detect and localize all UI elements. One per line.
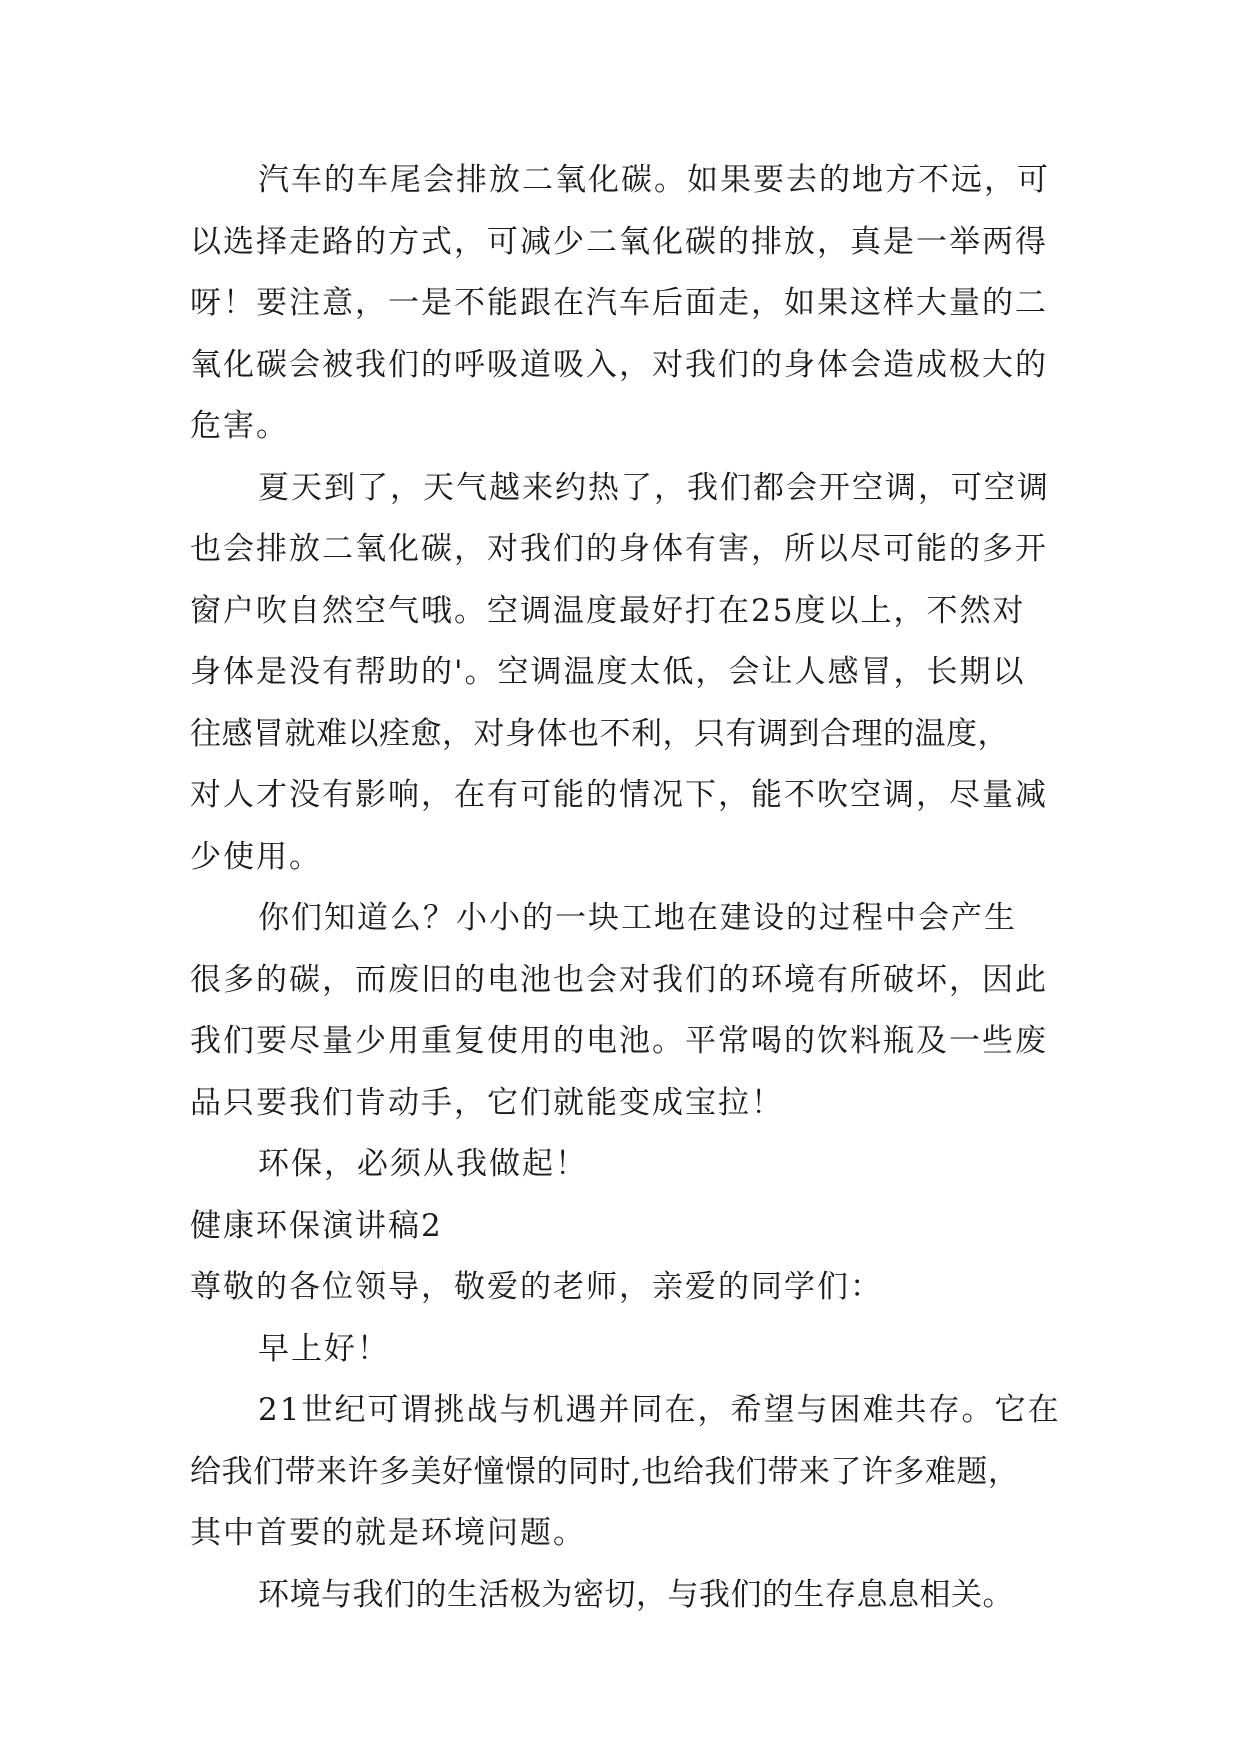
- body-line: 也会排放二氧化碳，对我们的身体有害，所以尽可能的多开: [190, 531, 1048, 567]
- body-line: 品只要我们肯动手，它们就能变成宝拉！: [190, 1084, 784, 1121]
- body-line: 对人才没有影响，在有可能的情况下，能不吹空调，尽量减: [190, 777, 1048, 813]
- body-line: 窗户吹自然空气哦。空调温度最好打在25度以上，不然对: [190, 592, 1026, 629]
- body-line: 你们知道么？小小的一块工地在建设的过程中会产生: [258, 900, 1017, 936]
- body-line: 夏天到了，天气越来约热了，我们都会开空调，可空调: [258, 469, 1050, 506]
- body-line: 环境与我们的生活极为密切，与我们的生存息息相关。: [258, 1576, 1014, 1613]
- body-line: 很多的碳，而废旧的电池也会对我们的环境有所破坏，因此: [190, 961, 1048, 998]
- body-line: 以选择走路的方式，可减少二氧化碳的排放，真是一举两得: [190, 223, 1048, 260]
- body-line: 身体是没有帮助的'。空调温度太低，会让人感冒，长期以: [190, 654, 1026, 690]
- body-line: 环保，必须从我做起！: [258, 1146, 588, 1182]
- greeting: 早上好！: [258, 1330, 390, 1367]
- body-line: 给我们带来许多美好憧憬的同时,也给我们带来了许多难题，: [190, 1453, 1020, 1490]
- body-line: 少使用。: [190, 838, 322, 875]
- section-heading: 健康环保演讲稿2: [190, 1207, 443, 1244]
- body-line: 我们要尽量少用重复使用的电池。平常喝的饮料瓶及一些废: [190, 1023, 1048, 1059]
- body-line: 呀！要注意，一是不能跟在汽车后面走，如果这样大量的二: [190, 285, 1048, 321]
- body-line: 往感冒就难以痊愈，对身体也不利，只有调到合理的温度，: [190, 715, 1009, 752]
- document-body: [190, 150, 1070, 1626]
- body-line: 其中首要的就是环境问题。: [190, 1515, 586, 1551]
- body-line: 汽车的车尾会排放二氧化碳。如果要去的地方不远，可: [258, 162, 1050, 198]
- body-line: 危害。: [190, 408, 289, 444]
- salutation: 尊敬的各位领导，敬爱的老师，亲爱的同学们：: [190, 1269, 883, 1305]
- body-line: 氧化碳会被我们的呼吸道吸入，对我们的身体会造成极大的: [190, 346, 1048, 383]
- body-line: 21世纪可谓挑战与机遇并同在，希望与困难共存。它在: [258, 1392, 1061, 1428]
